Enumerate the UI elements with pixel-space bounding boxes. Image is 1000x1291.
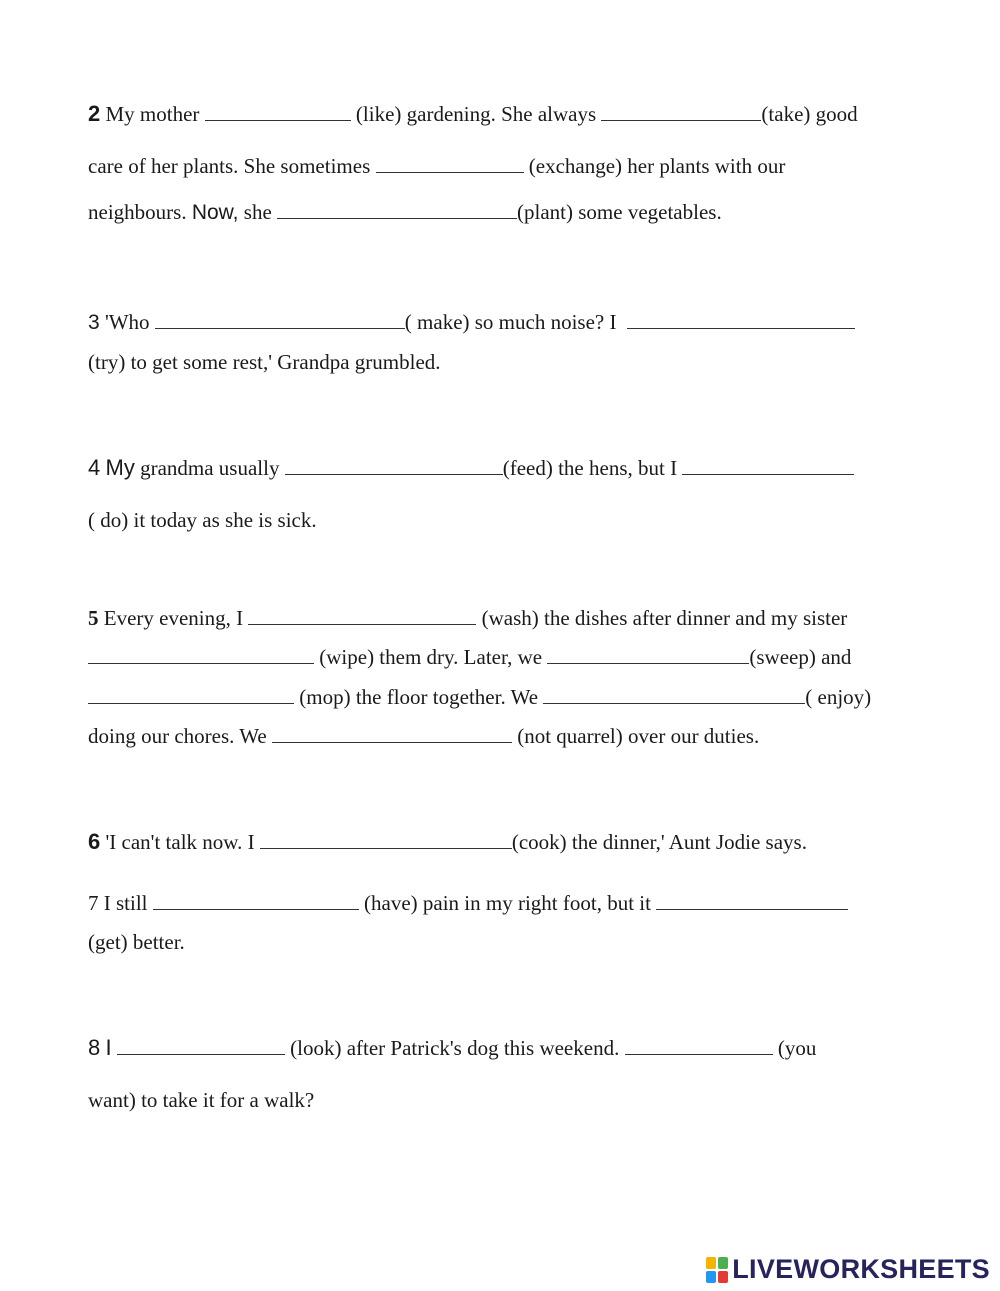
ex3-line2: (try) to get some rest,' Grandpa grumbled. xyxy=(88,350,441,374)
ex8-line1: 8 I (look) after Patrick's dog this weekend. (you xyxy=(88,1035,817,1060)
answer-blank[interactable] xyxy=(153,891,359,910)
answer-blank[interactable] xyxy=(88,645,314,664)
ex5-line3: (mop) the floor together. We ( enjoy) xyxy=(88,683,871,711)
answer-blank[interactable] xyxy=(260,830,512,849)
ex8-line2: want) to take it for a walk? xyxy=(88,1088,315,1112)
answer-blank[interactable] xyxy=(285,456,503,475)
exercise-number: 3 xyxy=(88,311,100,334)
ex5-line2: (wipe) them dry. Later, we (sweep) and xyxy=(88,643,851,671)
ex6-line1: 6 'I can't talk now. I (cook) the dinner,' Aunt Jodie says. xyxy=(88,829,807,854)
ex2-line3: neighbours. Now, she (plant) some vegetables. xyxy=(88,200,722,224)
answer-blank[interactable] xyxy=(155,310,405,329)
answer-blank[interactable] xyxy=(682,456,854,475)
brand-name: LIVEWORKSHEETS xyxy=(732,1254,990,1284)
ex5-line4: doing our chores. We (not quarrel) over our duties. xyxy=(88,724,760,748)
answer-blank[interactable] xyxy=(272,724,512,743)
ex4-line1: 4 My grandma usually (feed) the hens, but I xyxy=(88,454,854,482)
answer-blank[interactable] xyxy=(601,102,761,121)
ex7-line1: 7 I still (have) pain in my right foot, but it xyxy=(88,889,848,917)
answer-blank[interactable] xyxy=(627,310,855,329)
exercise-number: 7 xyxy=(88,891,99,915)
answer-blank[interactable] xyxy=(656,891,848,910)
ex2-line1: 2 My mother (like) gardening. She always (take) good xyxy=(88,101,858,126)
answer-blank[interactable] xyxy=(277,200,517,219)
answer-blank[interactable] xyxy=(88,685,294,704)
answer-blank[interactable] xyxy=(205,102,351,121)
answer-blank[interactable] xyxy=(625,1036,773,1055)
liveworksheets-logo-icon xyxy=(706,1257,728,1283)
exercise-number: 8 xyxy=(88,1035,101,1060)
ex7-line2: (get) better. xyxy=(88,930,185,954)
answer-blank[interactable] xyxy=(547,645,749,664)
ex4-line2: ( do) it today as she is sick. xyxy=(88,508,317,532)
ex3-line1: 3 'Who ( make) so much noise? I xyxy=(88,308,855,336)
ex2-line2: care of her plants. She sometimes (exchange) her plants with our xyxy=(88,154,786,178)
ex5-line1: 5 Every evening, I (wash) the dishes after dinner and my sister xyxy=(88,606,848,630)
exercise-number: 6 xyxy=(88,829,101,854)
answer-blank[interactable] xyxy=(117,1036,285,1055)
answer-blank[interactable] xyxy=(543,685,805,704)
answer-blank[interactable] xyxy=(248,606,476,625)
exercise-number: 5 xyxy=(88,606,99,630)
exercise-number: 2 xyxy=(88,101,101,126)
answer-blank[interactable] xyxy=(376,154,524,173)
footer-brand[interactable] xyxy=(706,1254,990,1285)
exercise-number: 4 xyxy=(88,455,101,480)
